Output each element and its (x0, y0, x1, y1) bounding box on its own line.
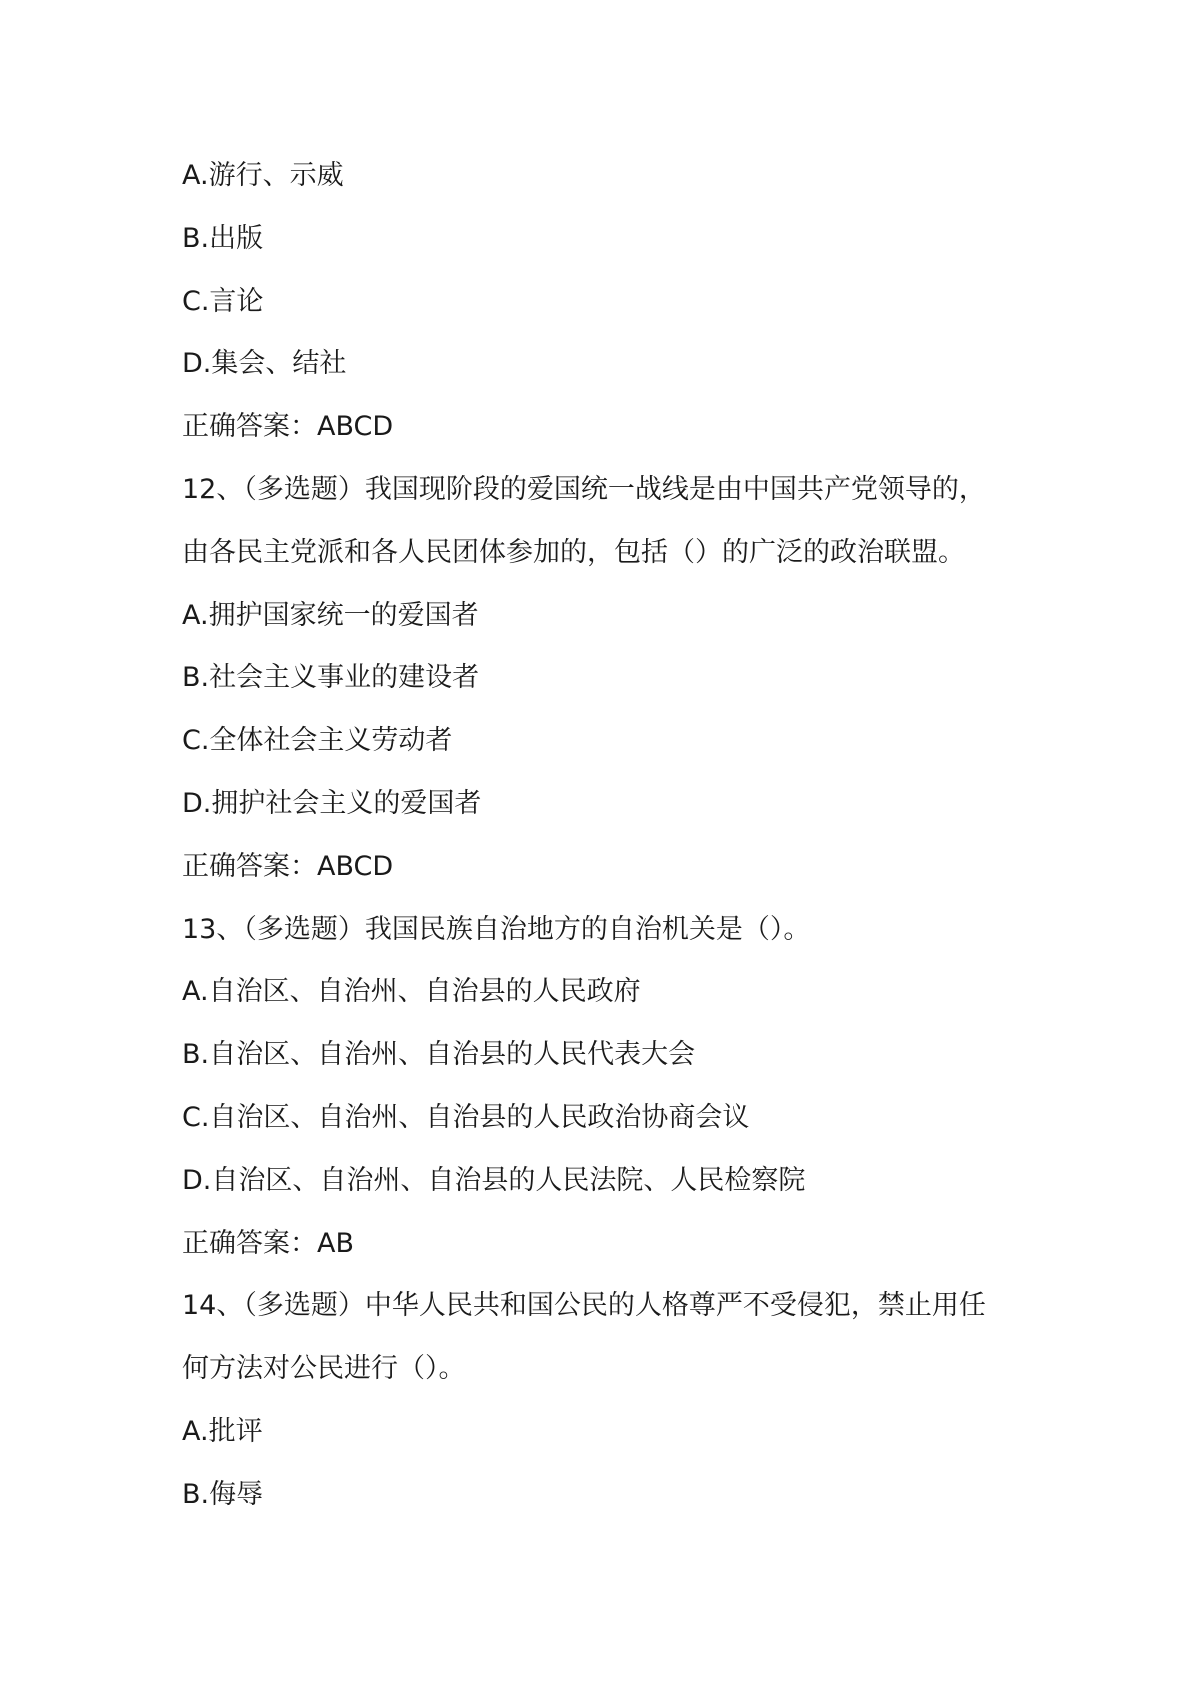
option-line: B.出版 (182, 222, 264, 254)
option-line: A.批评 (182, 1415, 263, 1447)
option-line: B.侮辱 (182, 1478, 264, 1510)
question-line: 14、（多选题）中华人民共和国公民的人格尊严不受侵犯，禁止用任 (182, 1290, 986, 1322)
option-line: D.拥护社会主义的爱国者 (182, 787, 482, 819)
answer-line: 正确答案：AB (182, 1227, 354, 1259)
question-line: 12、（多选题）我国现阶段的爱国统一战线是由中国共产党领导的， (182, 473, 986, 505)
option-line: D.集会、结社 (182, 348, 347, 380)
answer-line: 正确答案：ABCD (182, 850, 394, 882)
option-line: D.自治区、自治州、自治县的人民法院、人民检察院 (182, 1164, 806, 1196)
option-line: C.全体社会主义劳动者 (182, 725, 453, 757)
document-page (182, 145, 1052, 1527)
option-line: A.拥护国家统一的爱国者 (182, 599, 479, 631)
answer-line: 正确答案：ABCD (182, 411, 394, 443)
question-line: 由各民主党派和各人民团体参加的，包括（）的广泛的政治联盟。 (182, 536, 965, 568)
question-line: 13、（多选题）我国民族自治地方的自治机关是（）。 (182, 913, 811, 945)
option-line: B.社会主义事业的建设者 (182, 662, 480, 694)
option-line: A.游行、示威 (182, 160, 344, 191)
question-line: 何方法对公民进行（）。 (182, 1353, 466, 1385)
option-line: B.自治区、自治州、自治县的人民代表大会 (182, 1039, 696, 1071)
option-line: C.自治区、自治州、自治县的人民政治协商会议 (182, 1101, 750, 1133)
option-line: A.自治区、自治州、自治县的人民政府 (182, 976, 641, 1008)
option-line: C.言论 (182, 285, 264, 317)
